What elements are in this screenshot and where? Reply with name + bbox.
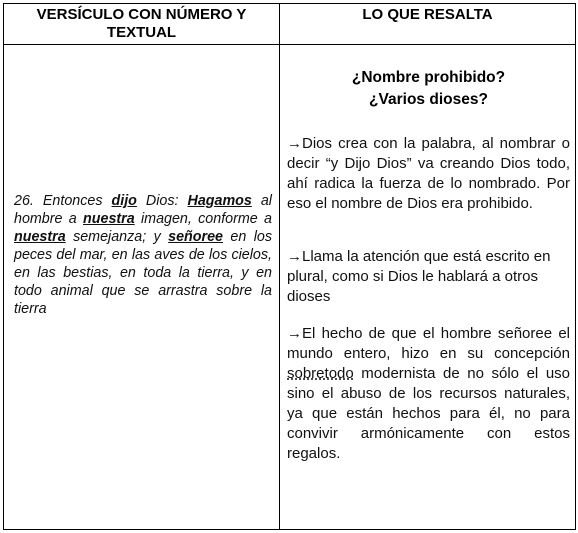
- notes-title-line1: ¿Nombre prohibido?: [351, 69, 506, 86]
- verse-keyword-hagamos: Hagamos: [187, 193, 252, 209]
- verse-keyword-dijo: dijo: [111, 193, 137, 209]
- verse-segment: imagen, conforme a: [134, 211, 272, 227]
- note-segment: →El hecho de que el hombre señoree el mundo entero, hizo en su concepción: [287, 325, 570, 362]
- header-highlights: LO QUE RESALTA: [362, 6, 493, 23]
- verse-keyword-senoree: señoree: [168, 229, 223, 245]
- verse-segment: semejanza; y: [65, 229, 169, 245]
- verse-segment: en los peces del mar, en las aves de los cielos, en las bestias, en toda la tierra, y en todo animal que se arrastra sobre la tierra: [14, 229, 272, 317]
- verse-segment: al hombre a: [14, 193, 272, 227]
- header-divider: [4, 44, 575, 45]
- notes-title-line2: ¿Varios dioses?: [369, 91, 488, 108]
- notes-title: [287, 67, 570, 111]
- note-paragraph-1: →Dios crea con la palabra, al nombrar o decir “y Dijo Dios” va creando Dios todo, ahí radica la fuerza de lo nombrado. Por eso el nombre de Dios era prohibido.: [287, 135, 570, 212]
- note-paragraph-2: →Llama la atención que está escrito en plural, como si Dios le hablará a otros dioses: [287, 248, 551, 305]
- note-segment: modernista de no sólo el uso sino el abuso de los recursos naturales, ya que están hechos para él, no para convivir armónicamente con estos regalos.: [287, 365, 570, 462]
- comparison-table: [3, 3, 576, 530]
- verse-segment: 26. Entonces: [14, 193, 112, 209]
- note-word-sobretodo: sobretodo: [287, 365, 354, 382]
- column-divider: [279, 4, 280, 529]
- verse-keyword-nuestra: nuestra: [83, 211, 135, 227]
- verse-text: [14, 192, 272, 318]
- verse-segment: Dios:: [136, 193, 188, 209]
- header-verse: VERSÍCULO CON NÚMERO Y TEXTUAL: [36, 6, 247, 41]
- note-paragraph-3: [287, 324, 570, 464]
- verse-keyword-nuestra-2: nuestra: [14, 229, 66, 245]
